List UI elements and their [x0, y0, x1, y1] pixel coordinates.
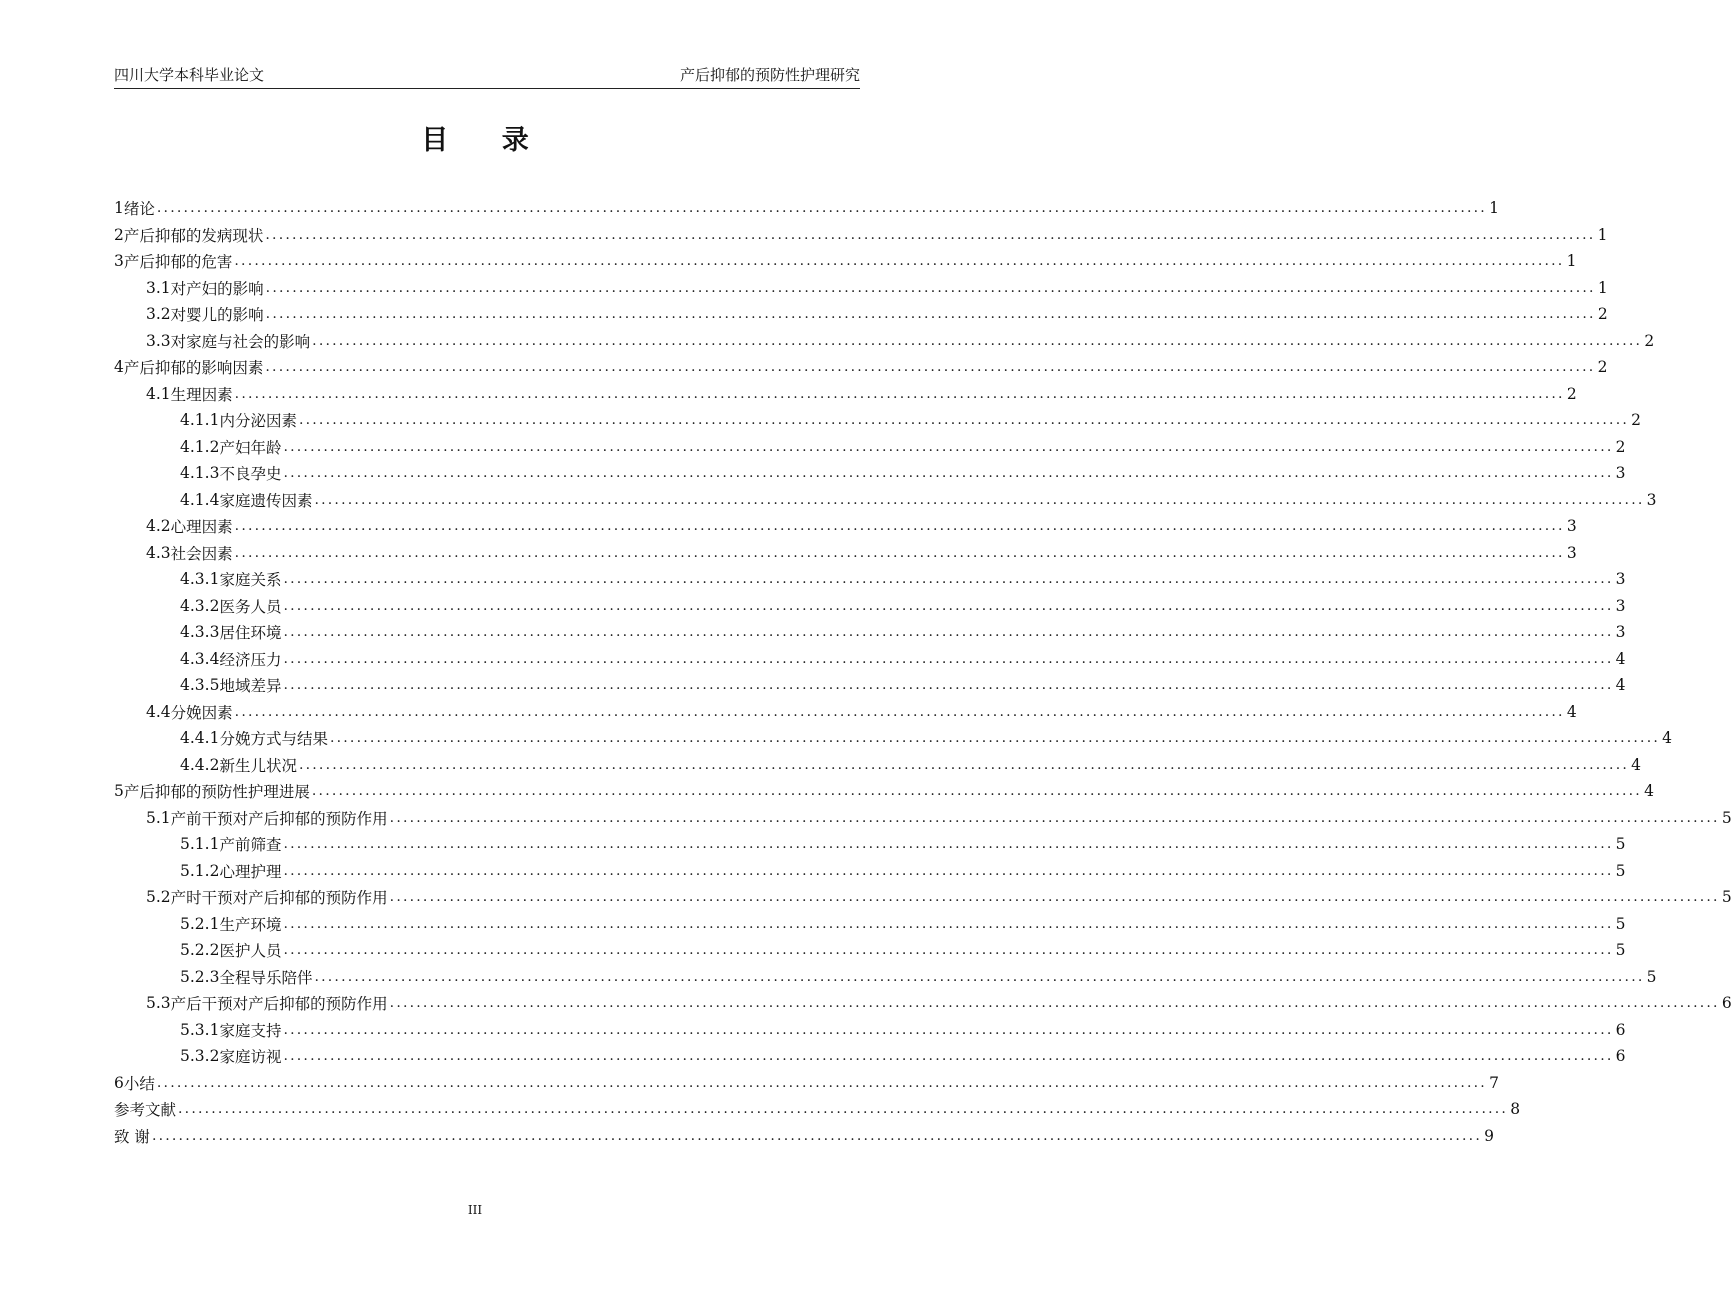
toc-entry-page: 4 [1615, 676, 1626, 695]
page-number: III [467, 1203, 483, 1217]
toc-entry-page: 6 [1721, 994, 1732, 1013]
toc-entry[interactable] [114, 646, 1626, 673]
toc-entry[interactable] [114, 1017, 1626, 1044]
toc-entry-page: 9 [1484, 1126, 1494, 1145]
toc-title: 目 录 [421, 125, 551, 156]
toc-leader-dots: ........................................................................................................................................................................................................ [283, 624, 1614, 641]
toc-entry[interactable] [114, 460, 1626, 487]
toc-entry[interactable] [114, 964, 1657, 991]
toc-entry[interactable] [114, 1123, 1494, 1150]
toc-entry-number: 5.2.3 [180, 967, 220, 986]
toc-entry-page: 4 [1631, 755, 1642, 774]
toc-leader-dots: ........................................................................................................................................................................................................ [329, 730, 1661, 747]
toc-entry-label: 分娩方式与结果 [219, 730, 328, 749]
toc-entry-label: 对婴儿的影响 [170, 306, 264, 325]
toc-entry[interactable] [114, 1096, 1521, 1123]
toc-entry[interactable] [114, 301, 1608, 328]
toc-entry-label: 社会因素 [170, 544, 233, 563]
toc-entry-page: 4 [1615, 649, 1626, 668]
toc-entry-number: 6 [114, 1073, 124, 1092]
toc-leader-dots: ........................................................................................................................................................................................................ [298, 412, 1630, 429]
toc-entry[interactable] [114, 858, 1626, 885]
toc-leader-dots: ........................................................................................................................................................................................................ [234, 253, 1565, 270]
toc-entry-label: 医务人员 [219, 597, 282, 616]
toc-entry-page: 1 [1489, 199, 1499, 218]
toc-leader-dots: ........................................................................................................................................................................................................ [389, 995, 1720, 1012]
toc-leader-dots: ........................................................................................................................................................................................................ [265, 279, 1596, 296]
toc-entry-number: 4.4.2 [180, 755, 220, 774]
toc-entry-page: 6 [1615, 1047, 1626, 1066]
toc-entry-page: 3 [1566, 543, 1577, 562]
toc-leader-dots: ........................................................................................................................................................................................................ [314, 968, 1645, 985]
toc-entry-number: 4.3.3 [180, 623, 220, 642]
toc-entry-number: 5.3 [146, 994, 171, 1013]
toc-entry-label: 产时干预对产后抑郁的预防作用 [170, 889, 388, 908]
toc-entry-label: 产前干预对产后抑郁的预防作用 [170, 809, 388, 828]
toc-leader-dots: ........................................................................................................................................................................................................ [283, 571, 1614, 588]
toc-leader-dots: ........................................................................................................................................................................................................ [312, 332, 1643, 349]
header-thesis-title: 产后抑郁的预防性护理研究 [679, 66, 860, 84]
toc-entry[interactable] [114, 381, 1577, 408]
toc-leader-dots: ........................................................................................................................................................................................................ [156, 1074, 1487, 1091]
toc-entry[interactable] [114, 1070, 1499, 1097]
toc-entry-label: 产妇年龄 [219, 438, 282, 457]
toc-entry-page: 5 [1615, 835, 1626, 854]
toc-entry[interactable] [114, 222, 1608, 249]
toc-leader-dots: ........................................................................................................................................................................................................ [178, 1101, 1509, 1118]
toc-entry-number: 5.2.2 [180, 941, 220, 960]
header-university: 四川大学本科毕业论文 [114, 66, 265, 84]
toc-entry[interactable] [114, 884, 1732, 911]
toc-entry-page: 2 [1631, 411, 1642, 430]
toc-entry-page: 5 [1721, 808, 1732, 827]
toc-entry-number: 4.4.1 [180, 729, 220, 748]
toc-entry-number: 4 [114, 358, 124, 377]
toc-entry[interactable] [114, 513, 1577, 540]
toc-entry-page: 2 [1615, 437, 1626, 456]
toc-entry-number: 3.1 [146, 278, 171, 297]
toc-entry-label: 家庭关系 [219, 571, 282, 590]
toc-entry-number: 5.1.2 [180, 861, 220, 880]
toc-leader-dots: ........................................................................................................................................................................................................ [389, 889, 1720, 906]
toc-leader-dots: ........................................................................................................................................................................................................ [283, 465, 1614, 482]
toc-entry[interactable] [114, 593, 1626, 620]
toc-entry-page: 3 [1615, 623, 1626, 642]
toc-entry-number: 5.3.2 [180, 1047, 220, 1066]
toc-entry-label: 居住环境 [219, 624, 282, 643]
toc-entry-label: 产后抑郁的影响因素 [123, 359, 264, 378]
toc-leader-dots: ........................................................................................................................................................................................................ [283, 915, 1614, 932]
toc-entry-page: 3 [1615, 570, 1626, 589]
toc-leader-dots: ........................................................................................................................................................................................................ [283, 1021, 1614, 1038]
toc-entry-label: 生产环境 [219, 915, 282, 934]
toc-entry-number: 4.4 [146, 702, 171, 721]
toc-entry-label: 新生儿状况 [219, 756, 297, 775]
toc-entry[interactable] [114, 1043, 1626, 1070]
toc-leader-dots: ........................................................................................................................................................................................................ [283, 597, 1614, 614]
toc-entry-page: 3 [1615, 596, 1626, 615]
toc-leader-dots: ........................................................................................................................................................................................................ [283, 836, 1614, 853]
toc-leader-dots: ........................................................................................................................................................................................................ [283, 942, 1614, 959]
toc-entry-number: 4.1.3 [180, 464, 220, 483]
toc-entry-page: 1 [1597, 225, 1608, 244]
toc-entry-label: 内分泌因素 [219, 412, 297, 431]
toc-entry[interactable] [114, 725, 1673, 752]
toc-entry-number: 5.1.1 [180, 835, 220, 854]
toc-leader-dots: ........................................................................................................................................................................................................ [265, 306, 1596, 323]
toc-entry-number: 4.3.4 [180, 649, 220, 668]
toc-entry[interactable] [114, 540, 1577, 567]
toc-entry-page: 3 [1646, 490, 1657, 509]
toc-entry-number: 4.3.2 [180, 596, 220, 615]
toc-entry-page: 5 [1721, 888, 1732, 907]
toc-entry-number: 5.2.1 [180, 914, 220, 933]
toc-leader-dots: ........................................................................................................................................................................................................ [311, 783, 1642, 800]
toc-entry-number: 4.3.1 [180, 570, 220, 589]
toc-entry-page: 5 [1646, 967, 1657, 986]
toc-entry-label: 参考文献 [114, 1101, 177, 1120]
toc-entry-label: 生理因素 [170, 385, 233, 404]
toc-entry-label: 全程导乐陪伴 [219, 968, 313, 987]
toc-leader-dots: ........................................................................................................................................................................................................ [389, 809, 1720, 826]
toc-entry[interactable] [114, 831, 1626, 858]
toc-leader-dots: ........................................................................................................................................................................................................ [234, 544, 1565, 561]
toc-leader-dots: ........................................................................................................................................................................................................ [265, 359, 1596, 376]
toc-entry[interactable] [114, 699, 1577, 726]
toc-entry-label: 医护人员 [219, 942, 282, 961]
toc-entry-label: 心理因素 [170, 518, 233, 537]
toc-entry[interactable] [114, 354, 1608, 381]
toc-entry[interactable] [114, 619, 1626, 646]
toc-entry-number: 5.1 [146, 808, 171, 827]
toc-entry-number: 4.3 [146, 543, 171, 562]
toc-entry-number: 4.1.2 [180, 437, 220, 456]
toc-entry-page: 4 [1662, 729, 1673, 748]
toc-entry[interactable] [114, 911, 1626, 938]
page-header [114, 62, 860, 89]
toc-entry-label: 家庭访视 [219, 1048, 282, 1067]
toc-entry-label: 对家庭与社会的影响 [170, 332, 311, 351]
toc-entry-label: 分娩因素 [170, 703, 233, 722]
toc-entry-number: 4.3.5 [180, 676, 220, 695]
toc-entry[interactable] [114, 434, 1626, 461]
toc-entry-page: 3 [1566, 517, 1577, 536]
toc-entry-page: 3 [1615, 464, 1626, 483]
toc-entry[interactable] [114, 752, 1642, 779]
toc-entry-label: 不良孕史 [219, 465, 282, 484]
toc-leader-dots: ........................................................................................................................................................................................................ [234, 385, 1565, 402]
toc-entry-page: 5 [1615, 914, 1626, 933]
toc-entry-page: 4 [1644, 782, 1654, 801]
toc-entry-page: 5 [1615, 941, 1626, 960]
toc-leader-dots: ........................................................................................................................................................................................................ [283, 650, 1614, 667]
toc-entry-label: 产后干预对产后抑郁的预防作用 [170, 995, 388, 1014]
toc-entry-label: 心理护理 [219, 862, 282, 881]
toc-entry-label: 产后抑郁的预防性护理进展 [123, 783, 310, 802]
toc-entry-page: 6 [1615, 1020, 1626, 1039]
toc-entry-page: 4 [1566, 702, 1577, 721]
toc-entry-label: 地域差异 [219, 677, 282, 696]
toc-entry-label: 产后抑郁的发病现状 [123, 226, 264, 245]
toc-leader-dots: ........................................................................................................................................................................................................ [283, 862, 1614, 879]
toc-entry-page: 2 [1597, 358, 1608, 377]
toc-entry-number: 1 [114, 199, 124, 218]
toc-entry-page: 1 [1566, 252, 1577, 271]
toc-entry-label: 产后抑郁的危害 [123, 253, 233, 272]
toc-entry[interactable] [114, 328, 1655, 355]
toc-entry-number: 3.3 [146, 331, 171, 350]
toc-entry-label: 经济压力 [219, 650, 282, 669]
toc-entry[interactable] [114, 805, 1732, 832]
toc-leader-dots: ........................................................................................................................................................................................................ [314, 491, 1645, 508]
toc-leader-dots: ........................................................................................................................................................................................................ [298, 756, 1630, 773]
toc-entry-label: 小结 [123, 1074, 155, 1093]
toc-entry[interactable] [114, 778, 1654, 805]
toc-entry-number: 3 [114, 252, 124, 271]
toc-entry-page: 1 [1597, 278, 1608, 297]
toc-leader-dots: ........................................................................................................................................................................................................ [234, 703, 1565, 720]
toc-entry-page: 2 [1566, 384, 1577, 403]
toc-entry-page: 5 [1615, 861, 1626, 880]
toc-entry-label: 绪论 [123, 200, 155, 219]
toc-entry-number: 4.2 [146, 517, 171, 536]
toc-leader-dots: ........................................................................................................................................................................................................ [151, 1127, 1482, 1144]
toc-entry-number: 4.1 [146, 384, 171, 403]
toc-entry[interactable] [114, 407, 1642, 434]
toc-entry[interactable] [114, 248, 1577, 275]
toc-entry[interactable] [114, 566, 1626, 593]
toc-leader-dots: ........................................................................................................................................................................................................ [265, 226, 1596, 243]
toc-entry-page: 7 [1489, 1073, 1499, 1092]
toc-entry-number: 4.1.1 [180, 411, 220, 430]
toc-leader-dots: ........................................................................................................................................................................................................ [234, 518, 1565, 535]
toc-entry[interactable] [114, 195, 1499, 222]
toc-entry-number: 4.1.4 [180, 490, 220, 509]
toc-entry-number: 5.3.1 [180, 1020, 220, 1039]
toc-entry-label: 家庭遗传因素 [219, 491, 313, 510]
toc-entry-number: 3.2 [146, 305, 171, 324]
toc-entry-page: 2 [1644, 331, 1655, 350]
table-of-contents [114, 195, 1732, 1149]
toc-leader-dots: ........................................................................................................................................................................................................ [283, 1048, 1614, 1065]
toc-entry-page: 2 [1597, 305, 1608, 324]
toc-leader-dots: ........................................................................................................................................................................................................ [156, 200, 1487, 217]
toc-leader-dots: ........................................................................................................................................................................................................ [283, 677, 1614, 694]
toc-entry-page: 8 [1510, 1100, 1521, 1119]
toc-entry-label: 对产妇的影响 [170, 279, 264, 298]
toc-entry[interactable] [114, 275, 1608, 302]
toc-entry-number: 5 [114, 782, 124, 801]
toc-entry-label: 家庭支持 [219, 1021, 282, 1040]
toc-entry[interactable] [114, 990, 1732, 1017]
toc-entry-number: 2 [114, 225, 124, 244]
toc-leader-dots: ........................................................................................................................................................................................................ [283, 438, 1614, 455]
toc-entry-number: 5.2 [146, 888, 171, 907]
toc-entry-label: 致 谢 [114, 1127, 150, 1146]
toc-entry[interactable] [114, 487, 1657, 514]
toc-entry[interactable] [114, 672, 1626, 699]
toc-entry-label: 产前筛查 [219, 836, 282, 855]
toc-entry[interactable] [114, 937, 1626, 964]
